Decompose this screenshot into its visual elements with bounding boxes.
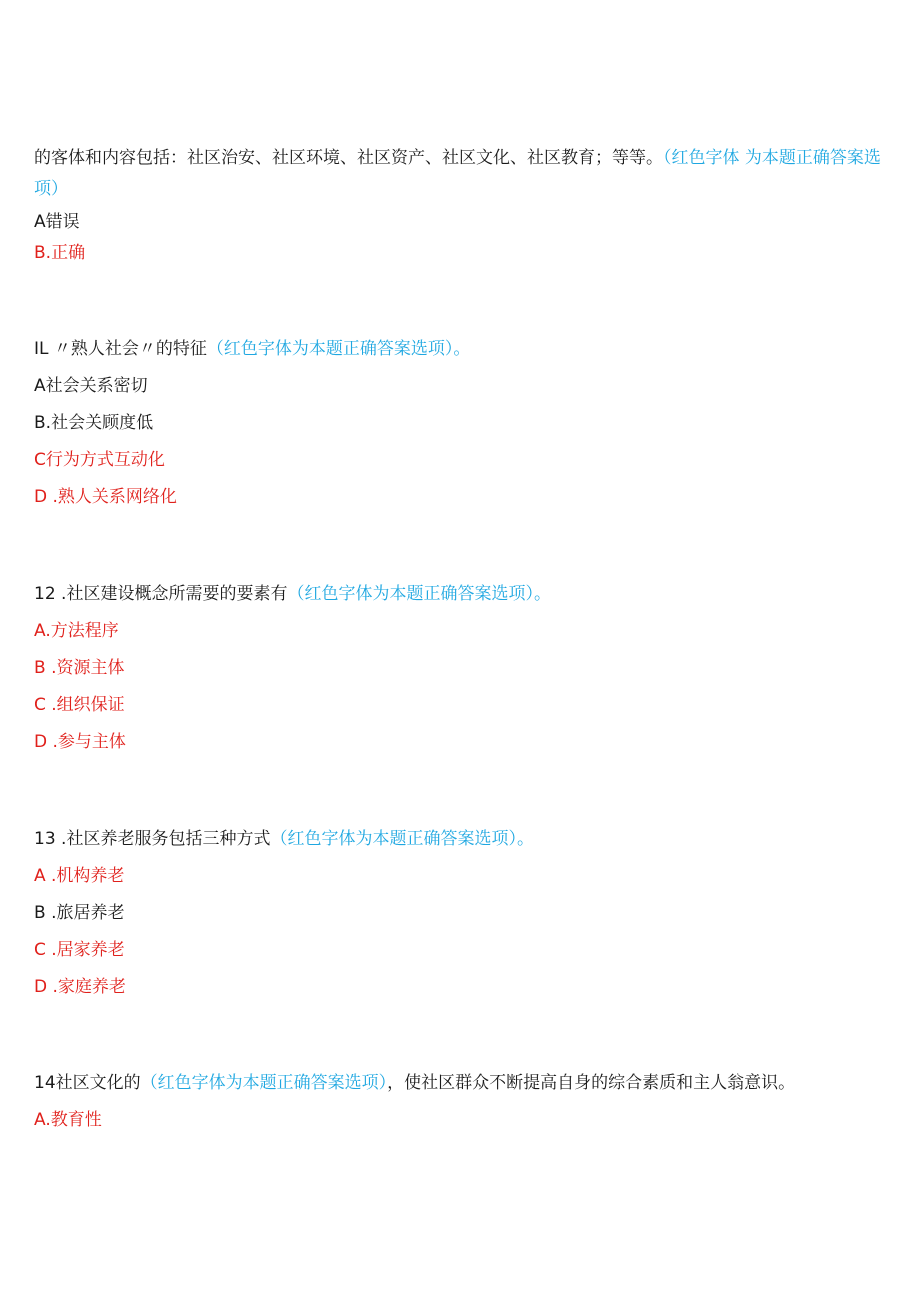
question-13-stem (34, 828, 534, 850)
question-13-answer-hint: （红色字体为本题正确答案选项）。 (270, 829, 534, 849)
question-14-option-a-correct: A.教育性 (34, 1110, 102, 1130)
question-12-option-a-correct: A.方法程序 (34, 621, 119, 641)
question-13-option-c-correct: C .居家养老 (34, 940, 125, 960)
question-13-stem-text: 13 .社区养老服务包括三种方式 (34, 829, 271, 849)
question-10-option-b-correct: B.正确 (34, 243, 86, 263)
question-11-option-c-correct: C行为方式互动化 (34, 450, 165, 470)
question-14-answer-hint: （红色字体为本题正确答案选项） (140, 1073, 388, 1093)
question-14-stem-text-2: ，使社区群众不断提高自身的综合素质和主人翁意识。 (387, 1073, 796, 1093)
question-10-stem-text: 的客体和内容包括：社区治安、社区环境、社区资产、社区文化、社区教育；等等。 (34, 148, 663, 168)
question-11-option-b: B.社会关顾度低 (34, 413, 154, 433)
question-12-option-b-correct: B .资源主体 (34, 658, 125, 678)
question-12-stem (34, 583, 551, 605)
question-12-answer-hint: （红色字体为本题正确答案选项）。 (287, 584, 551, 604)
question-14-stem (34, 1072, 795, 1094)
question-10-stem (34, 143, 889, 205)
question-13-option-d-correct: D .家庭养老 (34, 977, 126, 997)
question-14-stem-text-1: 14社区文化的 (34, 1073, 141, 1093)
question-13-option-a-correct: A .机构养老 (34, 866, 125, 886)
question-10-option-a: A错误 (34, 212, 80, 232)
question-10-answer-hint: （红色字体 为本题正确答案选项） (34, 148, 881, 199)
question-12-stem-text: 12 .社区建设概念所需要的要素有 (34, 584, 288, 604)
question-11-option-d-correct: D .熟人关系网络化 (34, 487, 177, 507)
question-13-option-b: B .旅居养老 (34, 903, 125, 923)
question-11-answer-hint: （红色字体为本题正确答案选项）。 (206, 339, 471, 359)
question-11-stem-text: IL 〃熟人社会〃的特征 (34, 339, 207, 359)
question-12-option-d-correct: D .参与主体 (34, 732, 126, 752)
question-11-stem (34, 338, 470, 360)
question-12-option-c-correct: C .组织保证 (34, 695, 125, 715)
question-11-option-a: A社会关系密切 (34, 376, 148, 396)
